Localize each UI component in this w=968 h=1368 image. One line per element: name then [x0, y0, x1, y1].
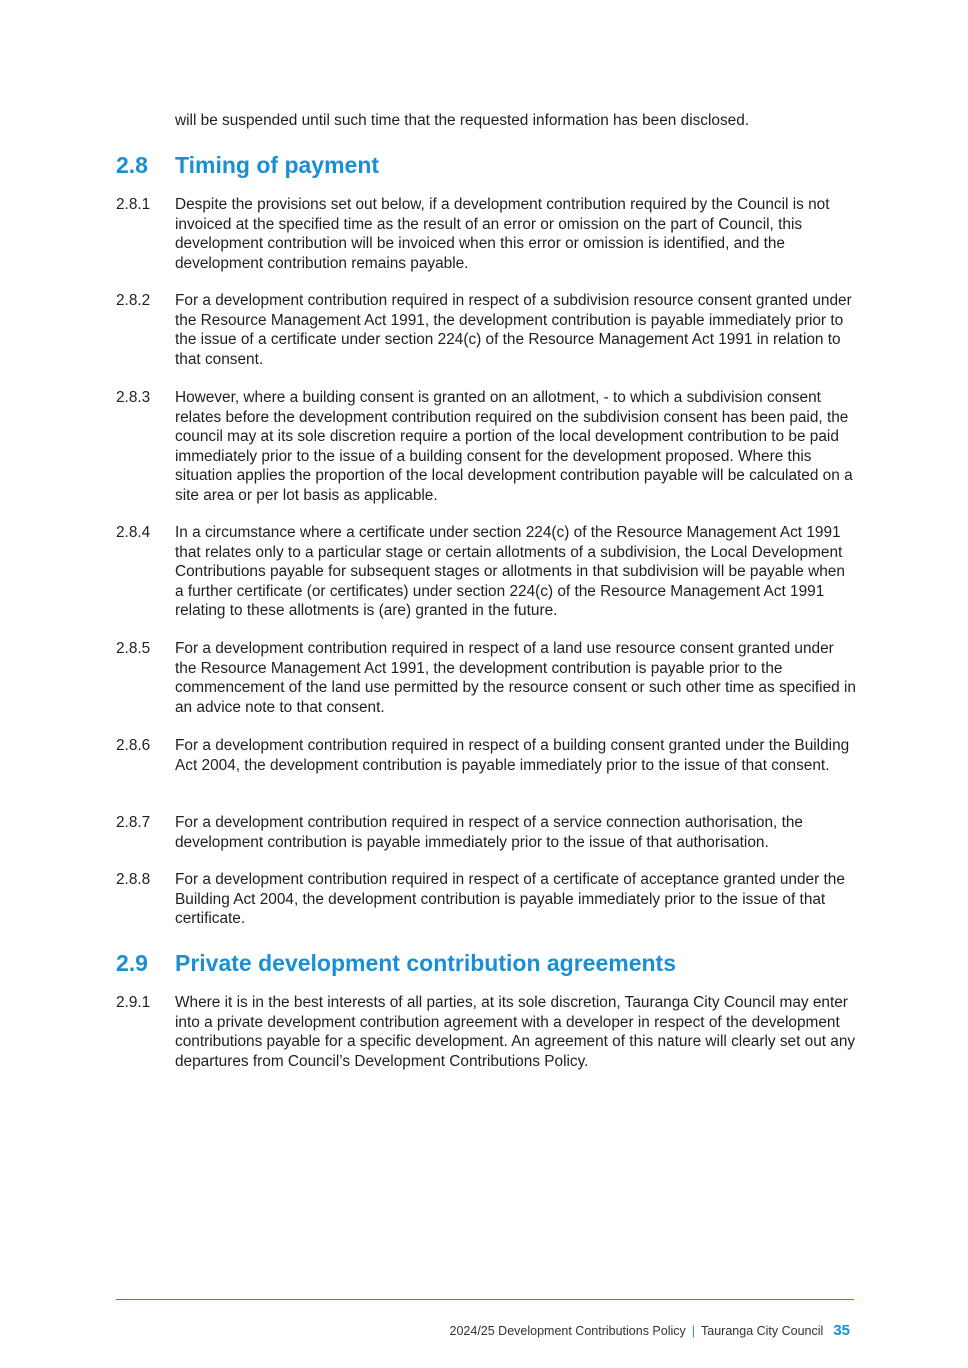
- clause-number: 2.8.1: [116, 196, 151, 213]
- section-number: 2.8: [116, 152, 148, 178]
- clause-number: 2.8.7: [116, 814, 151, 831]
- footer-organisation: Tauranga City Council: [701, 1324, 824, 1338]
- clause-number: 2.9.1: [116, 994, 151, 1011]
- footer-document-title: 2024/25 Development Contributions Policy: [449, 1324, 686, 1338]
- clause-number: 2.8.3: [116, 389, 151, 406]
- page-footer: [450, 1322, 850, 1340]
- clause-text: For a development contribution required in respect of a subdivision resource consent granted under the Resource Management Act 1991, the development contribution is payable immediately prior to the issue of a certificate under section 224(c) of the Resource Management Act 1991 in relation to that consent.: [175, 292, 852, 368]
- carryover-paragraph: will be suspended until such time that the requested information has been disclosed.: [175, 112, 750, 129]
- clause-text: Despite the provisions set out below, if a development contribution required by the Council is not invoiced at the specified time as the result of an error or omission on the part of Council, this development contribution will be invoiced when this error or omission is identified, and the development contribution remains payable.: [175, 196, 830, 272]
- footer-separator: |: [691, 1324, 696, 1338]
- clause-number: 2.8.6: [116, 737, 151, 754]
- clause-number: 2.8.4: [116, 524, 151, 541]
- page-number: 35: [833, 1322, 850, 1339]
- clause-text: Where it is in the best interests of all parties, at its sole discretion, Tauranga City Council may enter into a private development contribution agreement with a developer in respect of the development contributions payable for a specific development. An agreement of this nature will clearly set out any departures from Council’s Development Contributions Policy.: [175, 994, 856, 1070]
- clause-text: In a circumstance where a certificate under section 224(c) of the Resource Management Act 1991 that relates only to a particular stage or certain allotments of a subdivision, the Local Development Contributions payable for subsequent stages or allotments in that subdivision will be payable when a further certificate (or certificates) under section 224(c) of the Resource Management Act 1991 relating to these allotments is (are) granted in the future.: [175, 524, 845, 620]
- clause-text: For a development contribution required in respect of a service connection authorisation, the development contribution is payable immediately prior to the issue of that authorisation.: [175, 814, 803, 851]
- clause-text: For a development contribution required in respect of a building consent granted under the Building Act 2004, the development contribution is payable immediately prior to the issue of that consent.: [175, 737, 850, 774]
- clause-number: 2.8.5: [116, 640, 151, 657]
- section-title: Private development contribution agreements: [175, 950, 677, 976]
- clause-text: For a development contribution required in respect of a certificate of acceptance granted under the Building Act 2004, the development contribution is payable immediately prior to the issue of that certificate.: [175, 871, 845, 928]
- clause-number: 2.8.8: [116, 871, 151, 888]
- section-title: Timing of payment: [175, 152, 380, 178]
- clause-number: 2.8.2: [116, 292, 151, 309]
- section-number: 2.9: [116, 950, 148, 976]
- clause-text: For a development contribution required in respect of a land use resource consent granted under the Resource Management Act 1991, the development contribution is payable prior to the commencement of the land use permitted by the resource consent or such other time as specified in an advice note to that consent.: [175, 640, 856, 716]
- clause-text: However, where a building consent is granted on an allotment, - to which a subdivision consent relates before the development contribution required on the subdivision consent has been paid, the council may at its sole discretion require a portion of the local development contribution to be paid immediately prior to the issue of a building consent for the development proposed. Where this situation applies the proportion of the local development contribution payable will be calculated on a site area or per lot basis as applicable.: [175, 389, 853, 504]
- section-heading-2-9: [116, 949, 876, 977]
- section-heading-2-8: [116, 151, 876, 179]
- footer-divider: [116, 1299, 854, 1300]
